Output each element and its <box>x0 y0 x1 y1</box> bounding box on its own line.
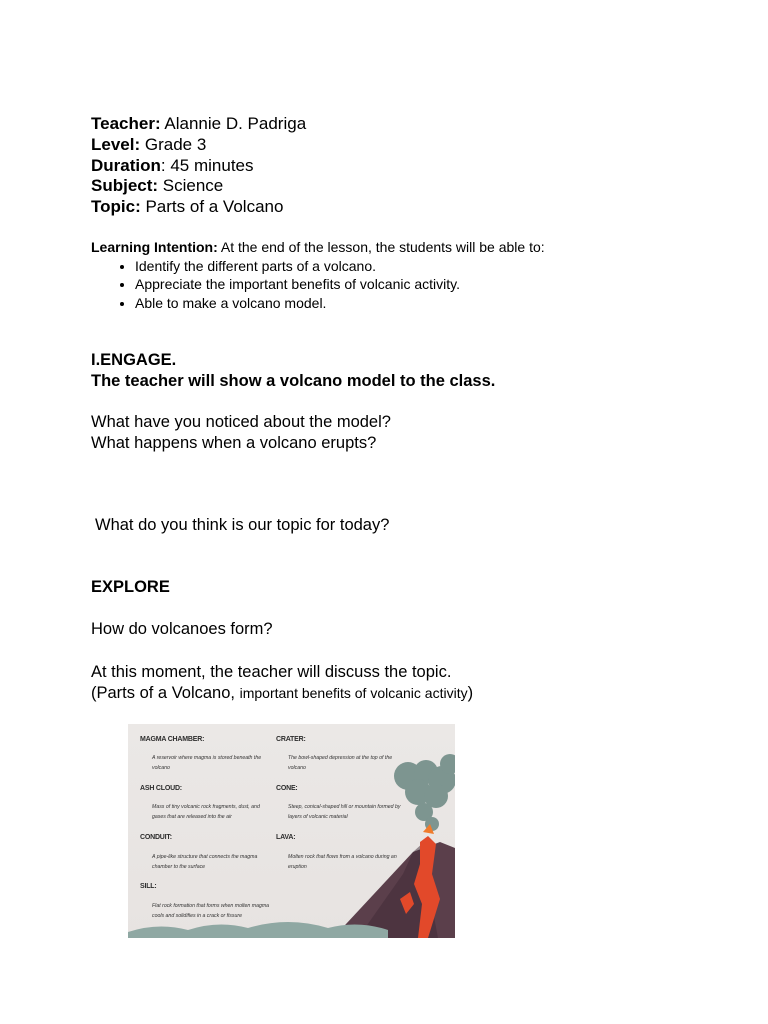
topic-value: Parts of a Volcano <box>140 197 284 217</box>
sill-desc: Flat rock formation that forms when molten magma cools and solidifies in a crack or fissure <box>152 903 270 919</box>
engage-subheading: The teacher will show a volcano model to the class. <box>91 372 496 390</box>
objective-item: • Appreciate the important benefits of volcanic activity. <box>135 275 545 294</box>
duration-row <box>91 156 306 177</box>
learning-intention-label: Learning Intention: <box>91 239 218 255</box>
conduit-desc: A pipe-like structure that connects the magma chamber to the surface <box>152 854 258 870</box>
duration-label: Duration <box>91 155 161 175</box>
cone-desc: Steep, conical-shaped hill or mountain formed by layers of volcanic material <box>288 804 401 820</box>
crater-desc: The bowl-shaped depression at the top of the volcano <box>288 755 393 771</box>
level-value: Grade 3 <box>140 134 207 154</box>
objective-item: • Able to make a volcano model. <box>135 294 545 313</box>
engage-questions <box>91 412 391 454</box>
level-label: Level: <box>91 134 141 154</box>
teacher-value: Alannie D. Padriga <box>160 114 307 133</box>
magma-chamber-label: MAGMA CHAMBER: <box>140 736 205 743</box>
explore-discussion <box>91 662 473 704</box>
question-3: What do you think is our topic for today? <box>95 516 390 534</box>
topic-label: Topic: <box>91 197 141 217</box>
subject-row <box>91 176 306 197</box>
ash-cloud-desc: Mass of tiny volcanic rock fragments, dust, and gases that are released into the air <box>152 804 260 820</box>
explore-question: How do volcanoes form? <box>91 620 273 638</box>
ash-cloud-label: ASH CLOUD: <box>140 785 182 792</box>
subject-value: Science <box>158 176 224 196</box>
teacher-label: Teacher: <box>91 114 161 133</box>
discussion-benefits: important benefits of volcanic activity <box>239 685 468 701</box>
lava-label: LAVA: <box>276 834 296 841</box>
cone-label: CONE: <box>276 785 298 792</box>
learning-intention-text: At the end of the lesson, the students will be able to: <box>217 239 545 255</box>
discussion-line-2 <box>91 683 473 704</box>
engage-heading: I.ENGAGE. <box>91 351 177 369</box>
question-2: What happens when a volcano erupts? <box>91 434 377 452</box>
objectives-list <box>91 257 545 313</box>
engage-section <box>91 350 495 392</box>
topic-row <box>91 197 306 218</box>
discussion-line-1: At this moment, the teacher will discuss the topic. <box>91 663 452 681</box>
explore-heading: EXPLORE <box>91 578 170 596</box>
magma-chamber-desc: A reservoir where magma is stored beneath the volcano <box>152 755 262 771</box>
volcano-parts-poster <box>128 724 455 938</box>
sill-label: SILL: <box>140 883 157 890</box>
level-row <box>91 135 306 156</box>
subject-label: Subject: <box>91 176 159 196</box>
conduit-label: CONDUIT: <box>140 834 172 841</box>
objective-item: • Identify the different parts of a volcano. <box>135 257 545 276</box>
duration-value: : 45 minutes <box>160 155 254 175</box>
lava-desc: Molten rock that flows from a volcano during an eruption <box>288 854 397 870</box>
teacher-row <box>91 114 306 135</box>
discussion-close-paren: ) <box>467 684 474 702</box>
question-1: What have you noticed about the model? <box>91 413 391 431</box>
lesson-meta <box>91 114 306 218</box>
discussion-topic: (Parts of a Volcano, <box>91 684 240 702</box>
learning-intention <box>91 238 545 312</box>
crater-label: CRATER: <box>276 736 306 743</box>
